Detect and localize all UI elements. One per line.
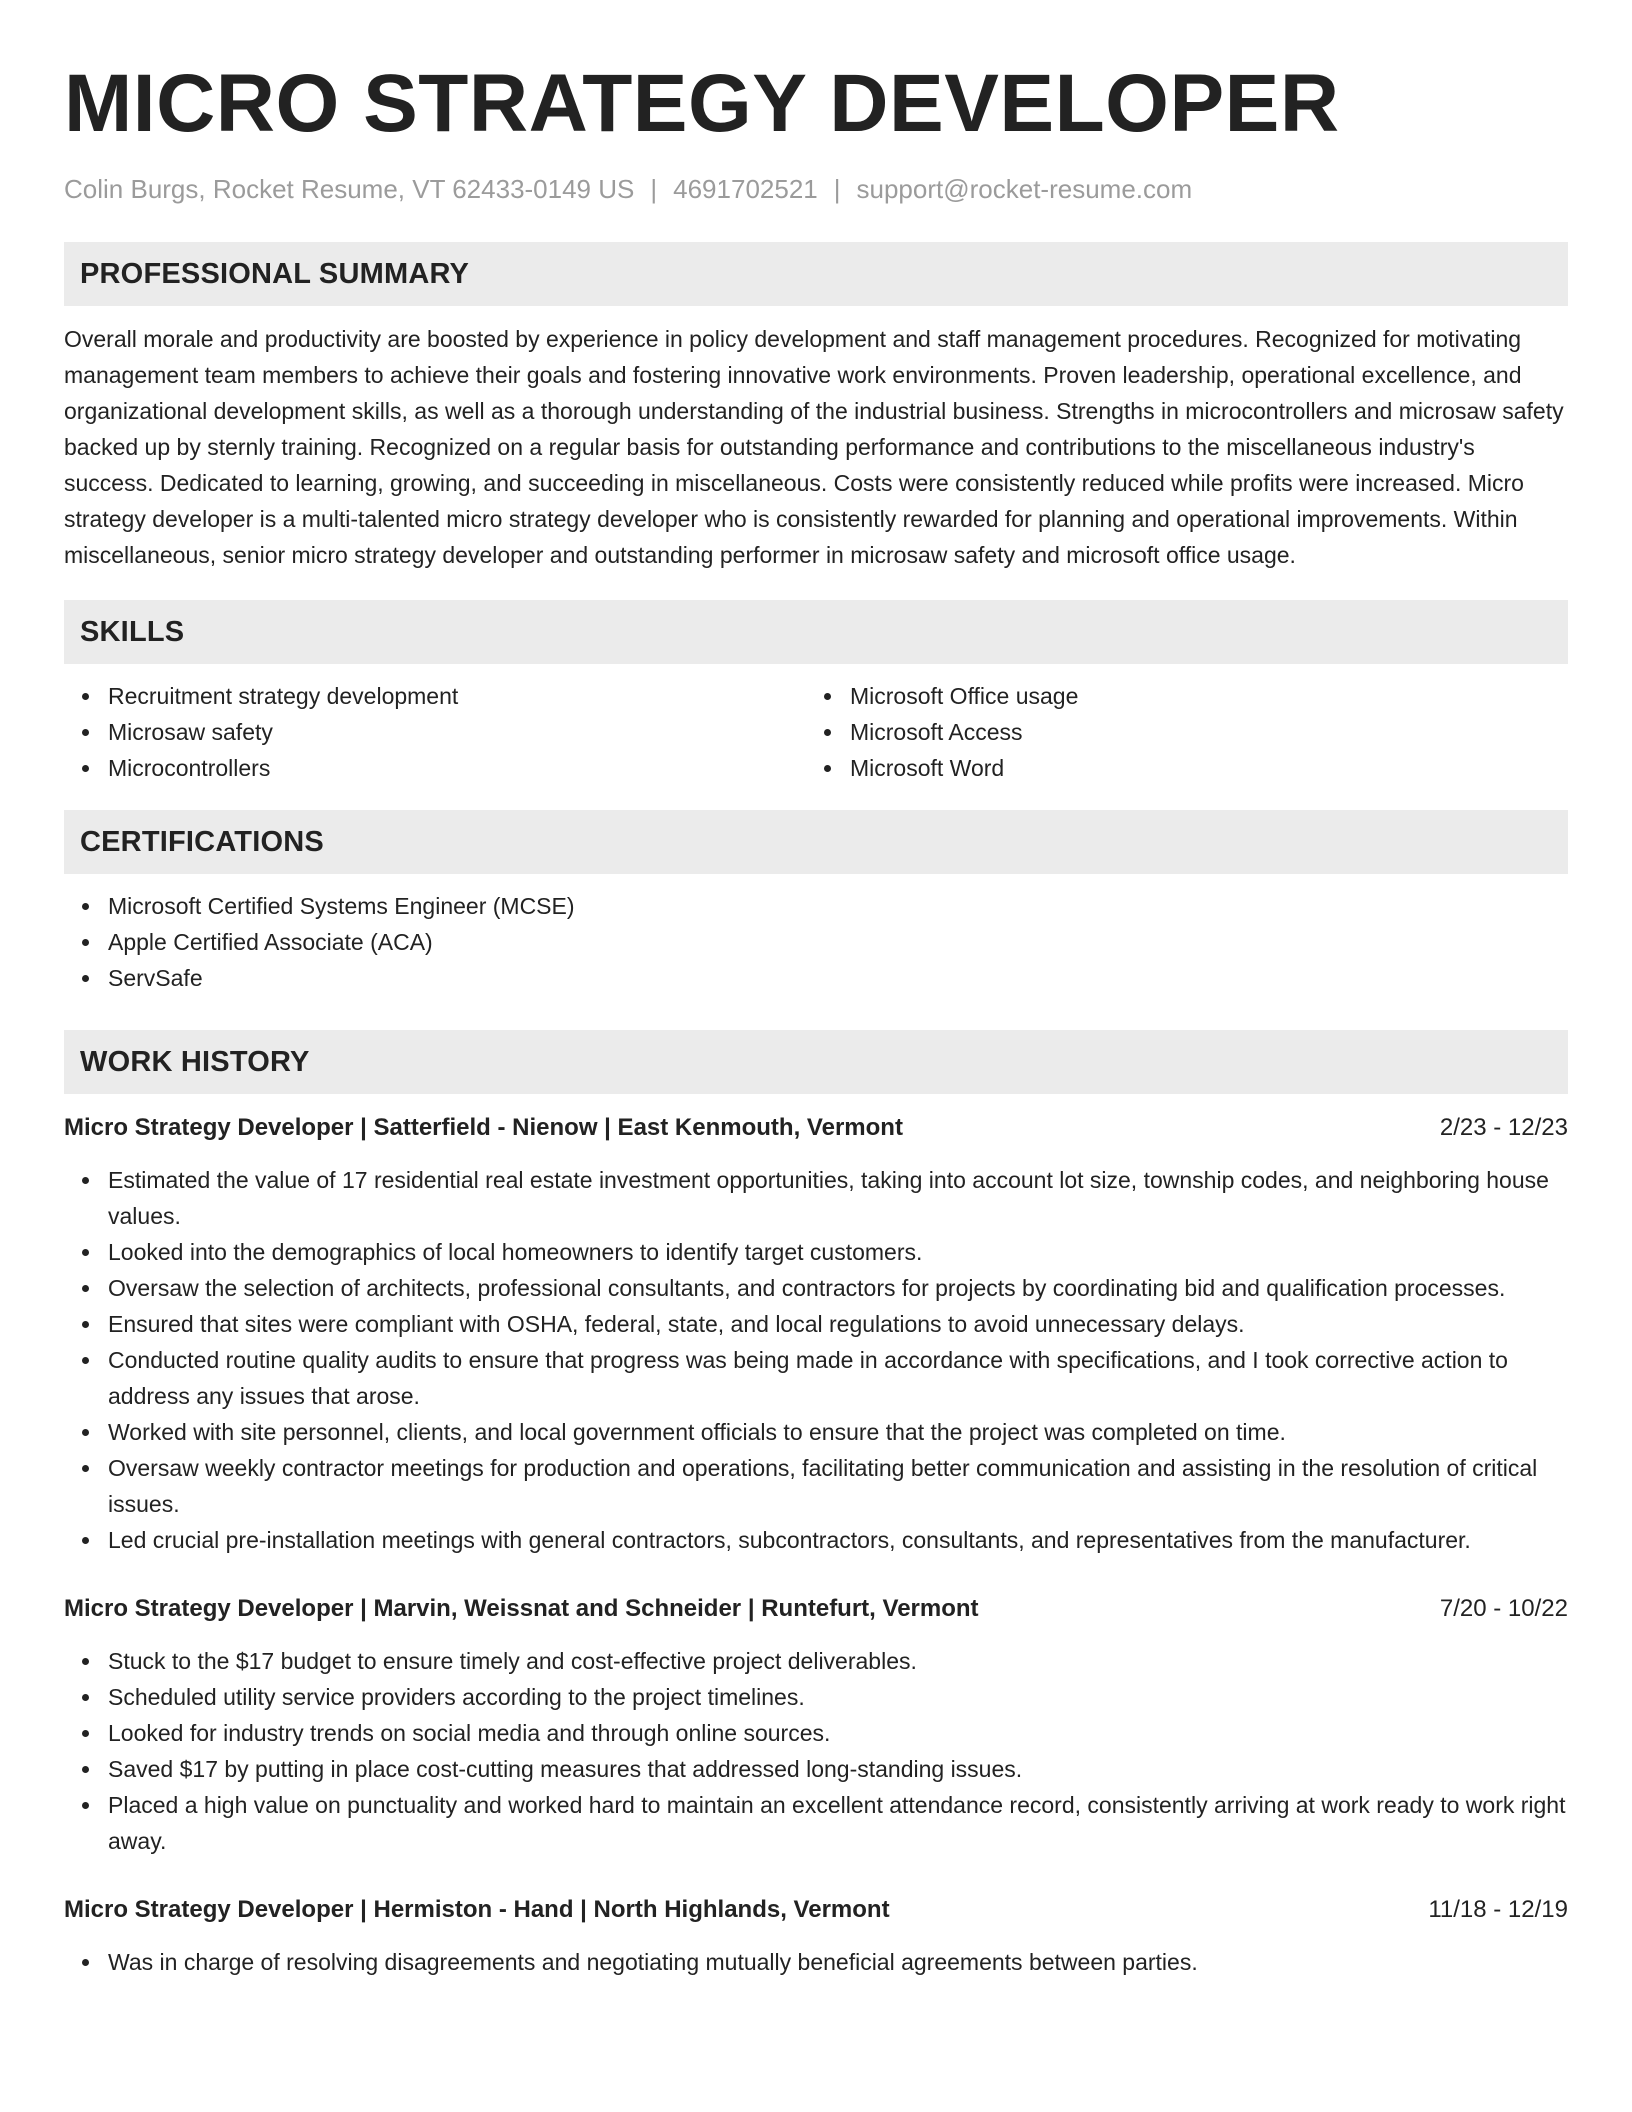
contact-line <box>64 172 1568 206</box>
skill-item: Microsoft Word <box>850 750 1548 786</box>
job-bullet: Scheduled utility service providers according to the project timelines. <box>108 1679 1568 1715</box>
job-bullet: Ensured that sites were compliant with OSHA, federal, state, and local regulations to avoid unnecessary delays. <box>108 1306 1568 1342</box>
job-bullets <box>64 1944 1568 1980</box>
summary-section-header <box>64 242 1568 306</box>
contact-address: Colin Burgs, Rocket Resume, VT 62433-0149 US <box>64 174 635 204</box>
work-history-section-title: WORK HISTORY <box>80 1045 310 1078</box>
job-bullet: Estimated the value of 17 residential real estate investment opportunities, taking into account lot size, township codes, and neighboring house values. <box>108 1162 1568 1234</box>
resume-page <box>64 58 1568 1980</box>
job-entry <box>64 1110 1568 1558</box>
job-bullet: Worked with site personnel, clients, and local government officials to ensure that the project was completed on time. <box>108 1414 1568 1450</box>
job-title: Micro Strategy Developer | Marvin, Weissnat and Schneider | Runtefurt, Vermont <box>64 1595 979 1622</box>
certifications-section-title: CERTIFICATIONS <box>80 825 324 858</box>
job-bullet: Saved $17 by putting in place cost-cutting measures that addressed long-standing issues. <box>108 1751 1568 1787</box>
job-dates: 11/18 - 12/19 <box>1428 1896 1568 1923</box>
job-bullet: Conducted routine quality audits to ensure that progress was being made in accordance with specifications, and I took corrective action to address any issues that arose. <box>108 1342 1568 1414</box>
job-bullet: Oversaw weekly contractor meetings for production and operations, facilitating better communication and assisting in the resolution of critical issues. <box>108 1450 1568 1522</box>
certification-item: Microsoft Certified Systems Engineer (MCSE) <box>108 888 1568 924</box>
job-bullets <box>64 1643 1568 1859</box>
job-bullet: Oversaw the selection of architects, professional consultants, and contractors for projects by coordinating bid and qualification processes. <box>108 1270 1568 1306</box>
skill-item: Recruitment strategy development <box>108 678 806 714</box>
certification-item: Apple Certified Associate (ACA) <box>108 924 1568 960</box>
contact-separator: | <box>833 174 841 204</box>
skills-section-header <box>64 600 1568 664</box>
job-header <box>64 1591 1568 1627</box>
resume-title: MICRO STRATEGY DEVELOPER <box>64 58 1340 149</box>
skills-column-right <box>806 678 1548 786</box>
work-history-section-header <box>64 1030 1568 1094</box>
job-bullet: Led crucial pre-installation meetings with general contractors, subcontractors, consultants, and representatives from the manufacturer. <box>108 1522 1568 1558</box>
job-header <box>64 1110 1568 1146</box>
job-title: Micro Strategy Developer | Hermiston - Hand | North Highlands, Vermont <box>64 1896 890 1923</box>
job-dates: 2/23 - 12/23 <box>1439 1114 1568 1141</box>
job-bullet: Stuck to the $17 budget to ensure timely and cost-effective project deliverables. <box>108 1643 1568 1679</box>
skill-item: Microcontrollers <box>108 750 806 786</box>
skill-item: Microsaw safety <box>108 714 806 750</box>
job-bullet: Looked for industry trends on social media and through online sources. <box>108 1715 1568 1751</box>
job-bullets <box>64 1162 1568 1558</box>
skills-section-title: SKILLS <box>80 615 185 648</box>
job-entry <box>64 1591 1568 1859</box>
certification-item: ServSafe <box>108 960 1568 996</box>
job-bullet: Looked into the demographics of local homeowners to identify target customers. <box>108 1234 1568 1270</box>
summary-text: Overall morale and productivity are boosted by experience in policy development and staff management procedures. Recognized for motivating management team members to achieve their goals and fostering innovative work environments. Proven leadership, operational excellence, and organizational development skills, as well as a thorough understanding of the industrial business. Strengths in microcontrollers and microsaw safety backed up by sternly training. Recognized on a regular basis for outstanding performance and contributions to the miscellaneous industry's success. Dedicated to learning, growing, and succeeding in miscellaneous. Costs were consistently reduced while profits were increased. Micro strategy developer is a multi-talented micro strategy developer who is consistently rewarded for planning and operational improvements. Within miscellaneous, senior micro strategy developer and outstanding performer in microsaw safety and microsoft office usage. <box>64 326 1564 568</box>
job-header <box>64 1892 1568 1928</box>
skills-column-left <box>64 678 806 786</box>
job-bullet: Was in charge of resolving disagreements and negotiating mutually beneficial agreements between parties. <box>108 1944 1568 1980</box>
summary-section-title: PROFESSIONAL SUMMARY <box>80 257 470 290</box>
skill-item: Microsoft Office usage <box>850 678 1548 714</box>
contact-email[interactable]: support@rocket-resume.com <box>856 174 1193 204</box>
skills-list <box>64 678 1568 786</box>
skill-item: Microsoft Access <box>850 714 1548 750</box>
contact-separator: | <box>650 174 658 204</box>
job-title: Micro Strategy Developer | Satterfield - Nienow | East Kenmouth, Vermont <box>64 1114 903 1141</box>
job-dates: 7/20 - 10/22 <box>1439 1595 1568 1622</box>
contact-phone: 4691702521 <box>673 174 818 204</box>
certifications-section-header <box>64 810 1568 874</box>
job-bullet: Placed a high value on punctuality and worked hard to maintain an excellent attendance record, consistently arriving at work ready to work right away. <box>108 1787 1568 1859</box>
job-entry <box>64 1892 1568 1980</box>
certifications-list <box>64 888 1568 996</box>
